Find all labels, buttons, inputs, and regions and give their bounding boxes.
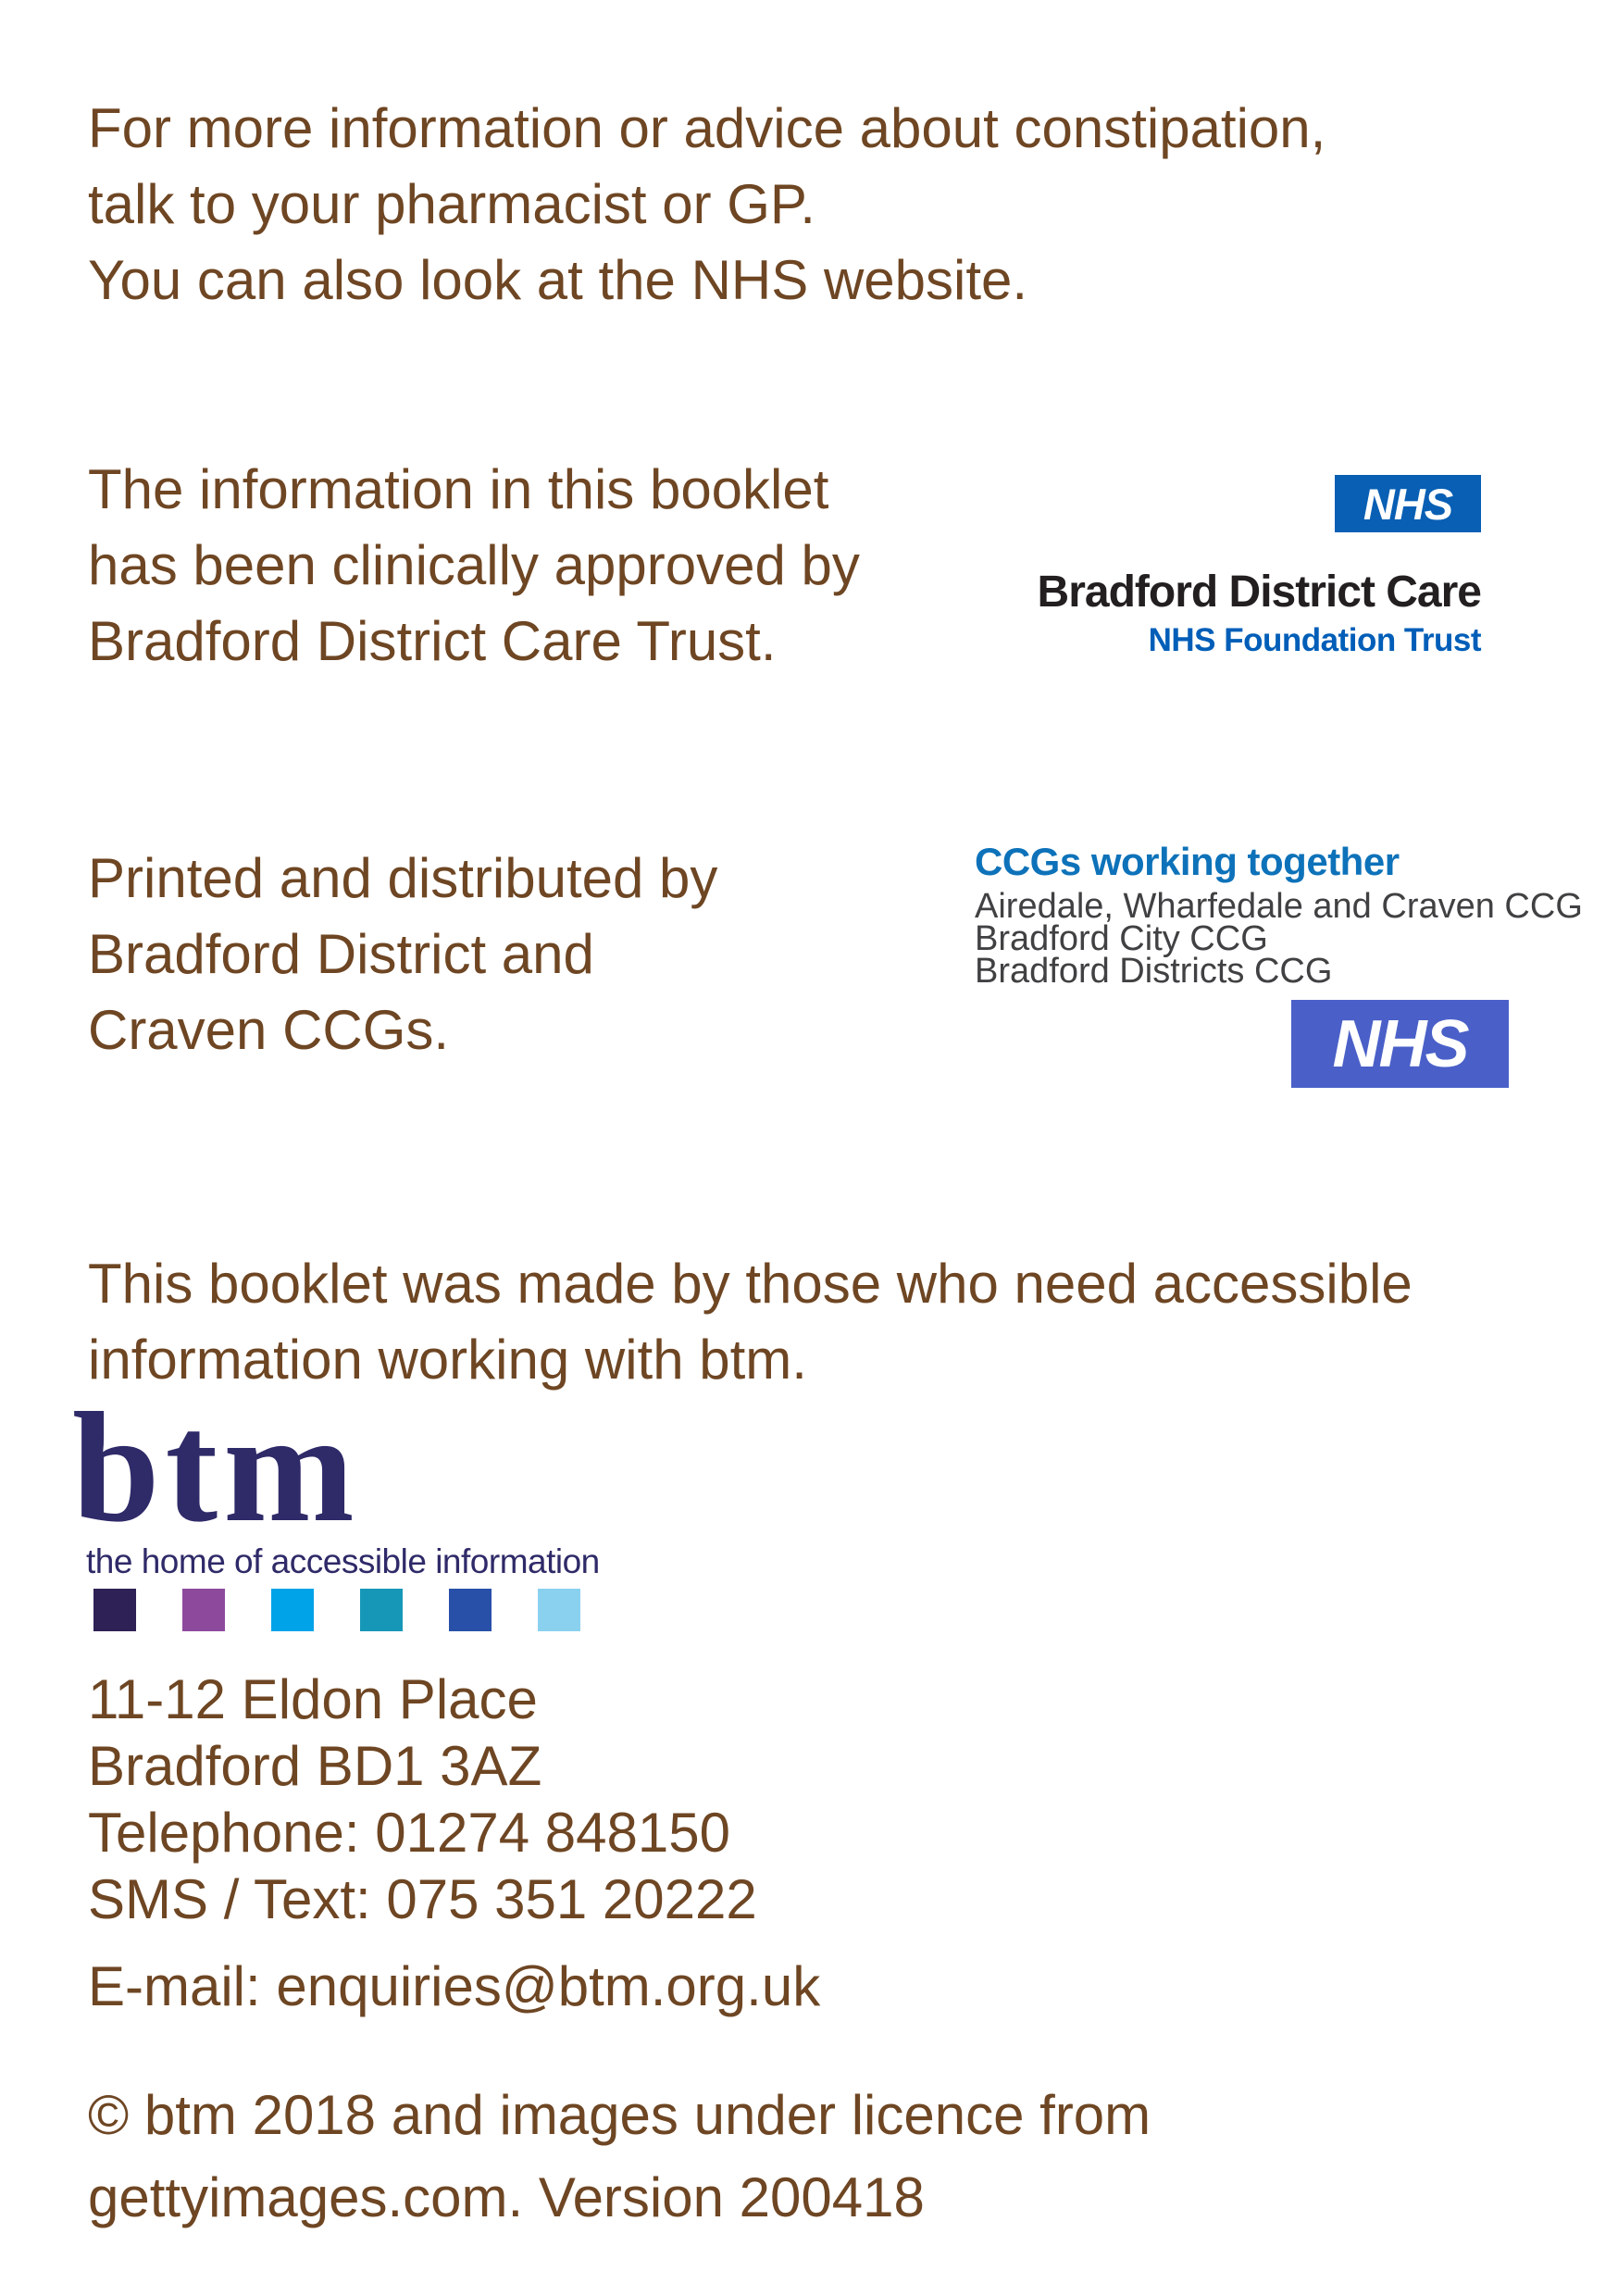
approval-line-2: has been clinically approved by: [88, 534, 860, 596]
nhs-foundation-trust-label: NHS Foundation Trust: [1148, 622, 1481, 658]
printed-paragraph: [88, 841, 717, 1068]
copyright-line-1: © btm 2018 and images under licence from: [88, 2084, 1151, 2146]
printed-line-2: Bradford District and: [88, 923, 594, 985]
ccg-item-2: Bradford City CCG: [975, 919, 1268, 958]
intro-line-3: You can also look at the NHS website.: [88, 249, 1028, 311]
nhs-logo-text: NHS: [1363, 479, 1453, 529]
nhs-logo-small: [1335, 475, 1481, 532]
btm-color-squares: [93, 1589, 580, 1631]
contact-telephone: Telephone: 01274 848150: [88, 1802, 730, 1864]
ccg-list: [975, 887, 1583, 991]
ccgs-working-together-heading: CCGs working together: [975, 840, 1400, 883]
approval-paragraph: [88, 452, 860, 680]
approval-line-3: Bradford District Care Trust.: [88, 610, 777, 672]
copyright-line-2: gettyimages.com. Version 200418: [88, 2166, 925, 2228]
btm-logo-wordmark: btm: [72, 1380, 360, 1554]
btm-square-light-blue: [538, 1589, 580, 1631]
printed-line-3: Craven CCGs.: [88, 999, 450, 1061]
nhs-logo-text: NHS: [1332, 1006, 1468, 1081]
ccg-item-1: Airedale, Wharfedale and Craven CCG: [975, 887, 1583, 926]
contact-address-line-2: Bradford BD1 3AZ: [88, 1735, 542, 1797]
btm-square-purple: [182, 1589, 225, 1631]
bradford-district-care-wordmark: Bradford District Care: [1037, 568, 1481, 617]
contact-address-line-1: 11-12 Eldon Place: [88, 1668, 538, 1730]
intro-line-2: talk to your pharmacist or GP.: [88, 173, 815, 235]
btm-square-teal: [360, 1589, 403, 1631]
approval-line-1: The information in this booklet: [88, 458, 829, 520]
intro-paragraph: [88, 91, 1326, 318]
contact-email: E-mail: enquiries@btm.org.uk: [88, 1955, 821, 2017]
nhs-logo-large: [1291, 1000, 1509, 1088]
btm-logo-tagline: the home of accessible information: [86, 1542, 600, 1580]
ccg-item-3: Bradford Districts CCG: [975, 952, 1333, 991]
btm-square-blue: [449, 1589, 492, 1631]
made-by-line-1: This booklet was made by those who need accessible: [88, 1253, 1413, 1315]
contact-sms: SMS / Text: 075 351 20222: [88, 1868, 757, 1930]
contact-block: [88, 1666, 757, 1933]
made-by-line-2: information working with btm.: [88, 1329, 807, 1391]
btm-square-dark-purple: [93, 1589, 136, 1631]
made-by-paragraph: [88, 1246, 1413, 1398]
printed-line-1: Printed and distributed by: [88, 847, 718, 909]
intro-line-1: For more information or advice about constipation,: [88, 97, 1326, 159]
btm-square-cyan: [271, 1589, 314, 1631]
copyright-block: [88, 2074, 1151, 2239]
